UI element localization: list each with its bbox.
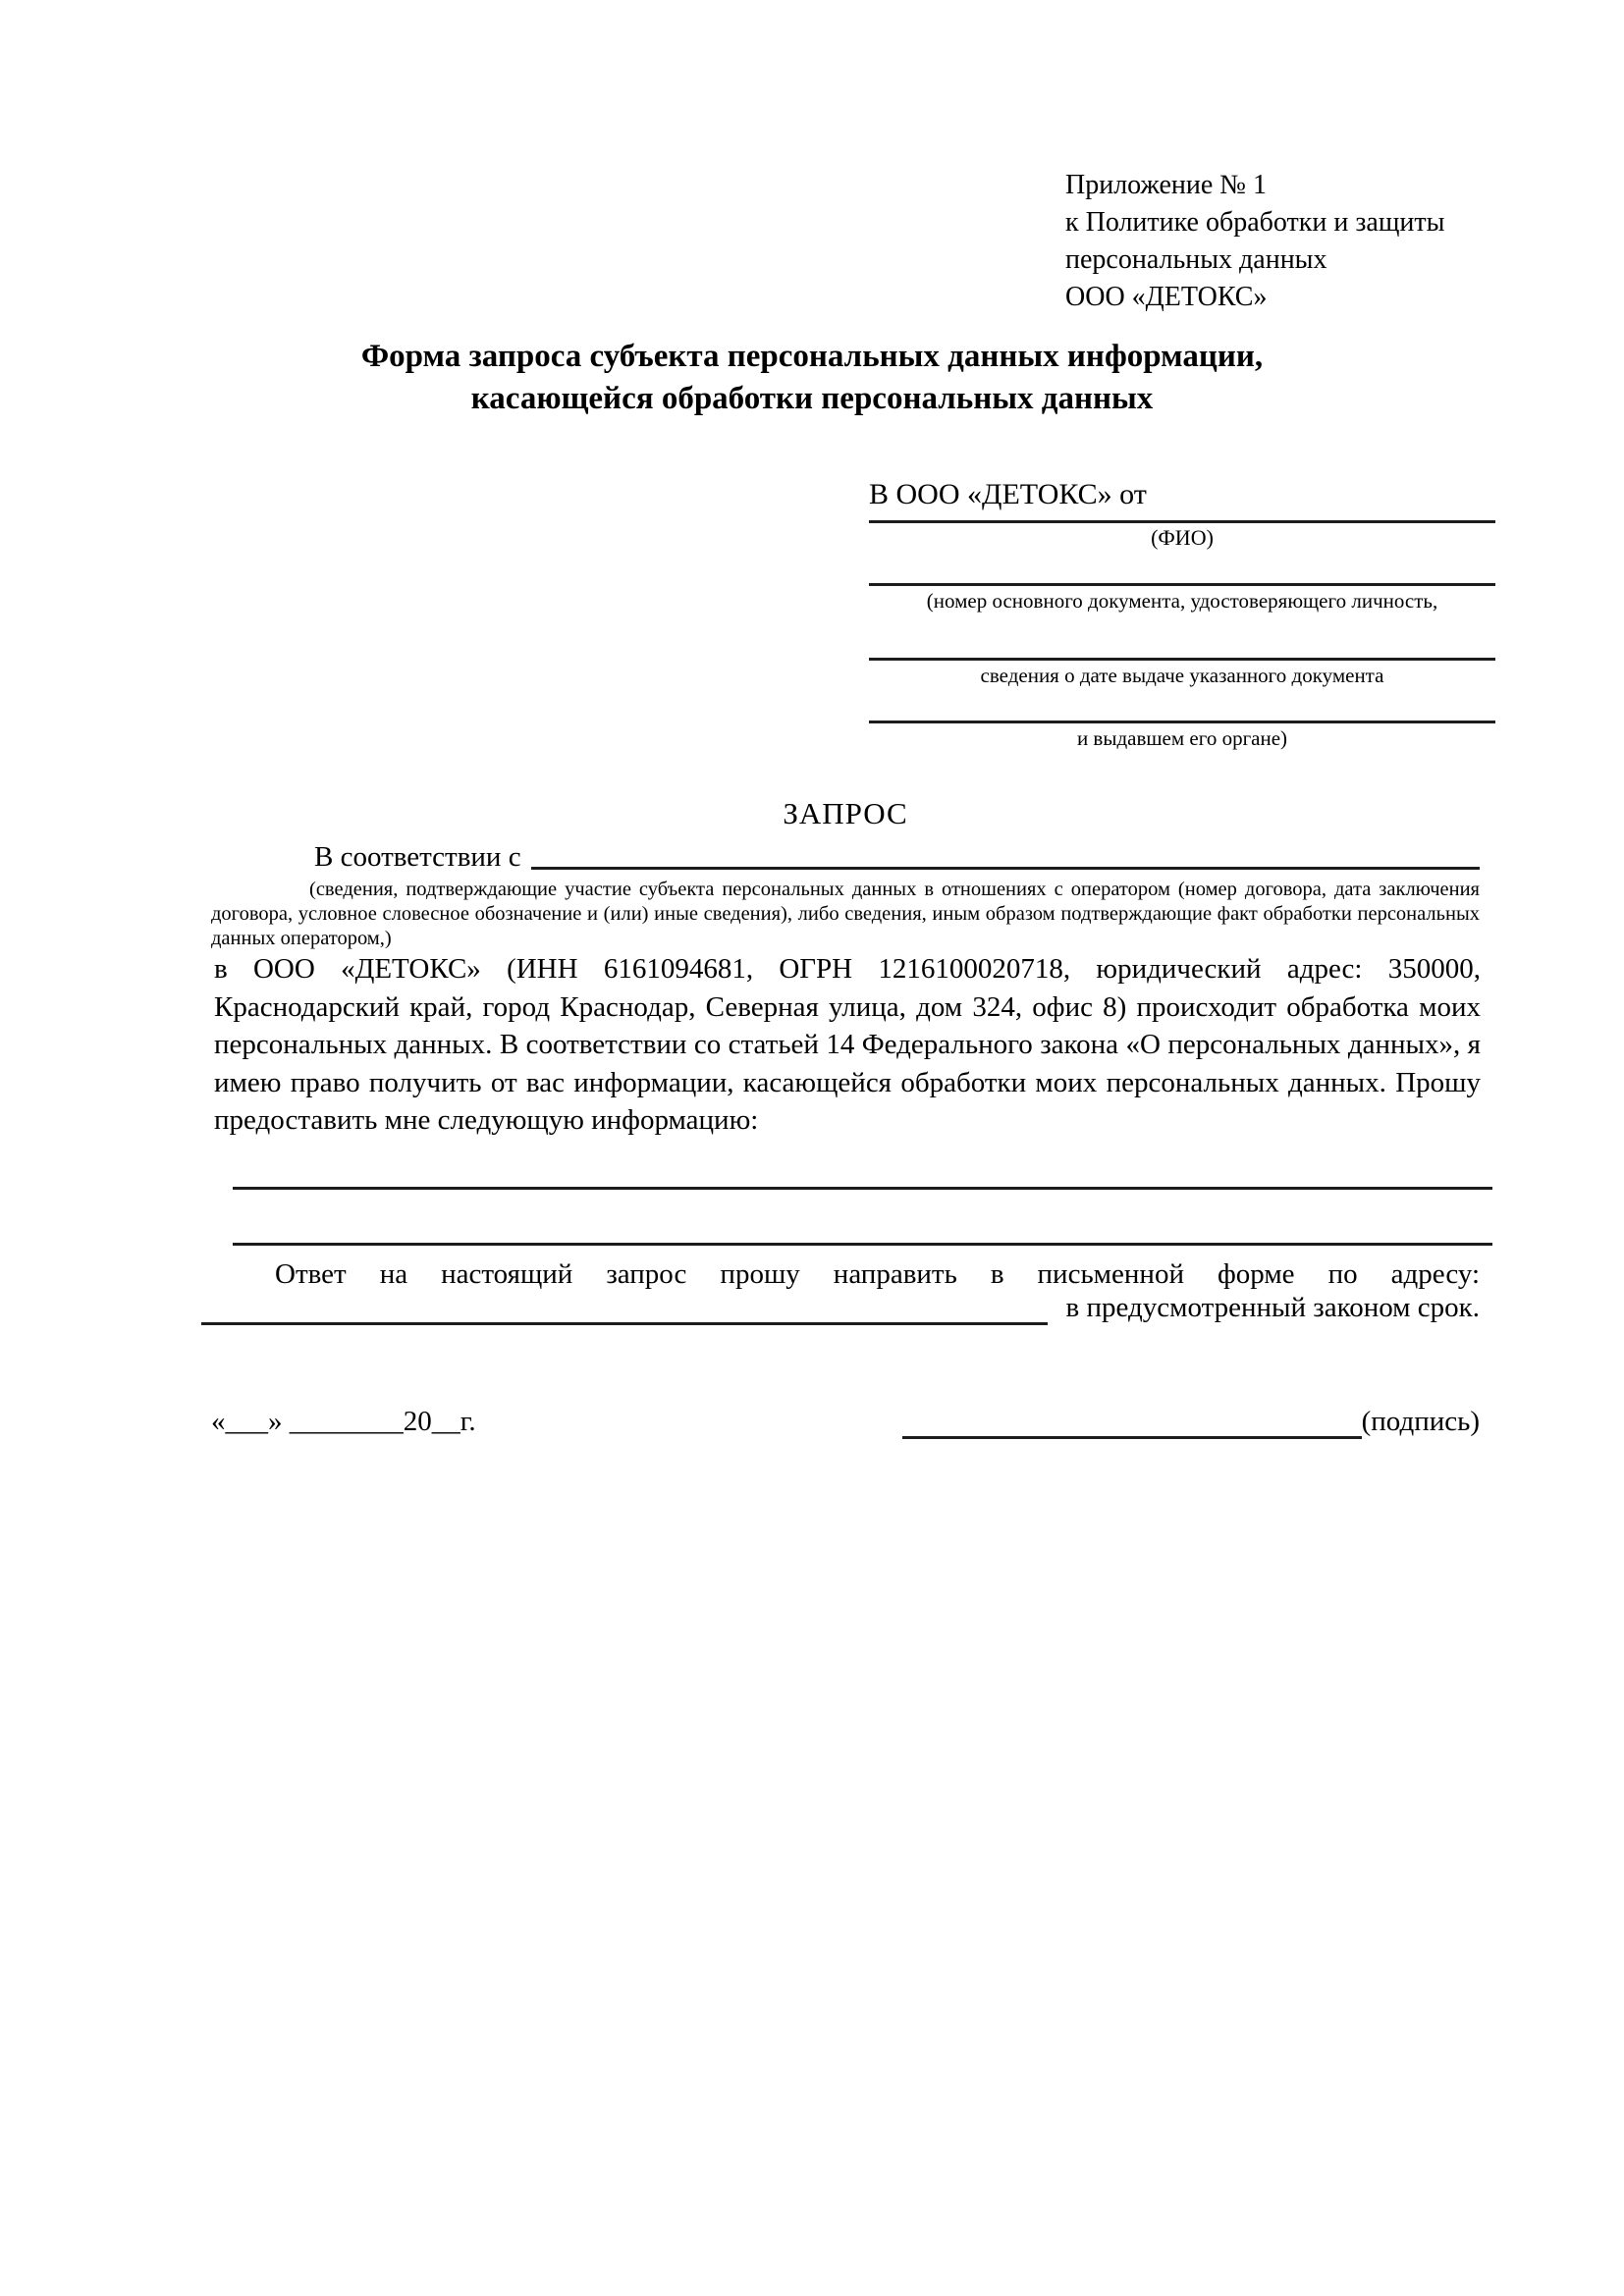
answer-suffix: в предусмотренный законом срок.	[1065, 1292, 1480, 1323]
requested-info-field-line	[233, 1243, 1492, 1246]
request-heading: ЗАПРОС	[783, 796, 908, 830]
footer-row	[211, 1404, 1480, 1439]
accordance-note: (сведения, подтверждающие участие субъекта персональных данных в отношениях с оператором (номер договора, дата заключения договора, условное словесное обозначение и (или) иные сведения), либо сведения, иным образом подтверждающие факт обработки персональных данных оператором,)	[211, 879, 1480, 949]
issuing-authority-field-caption: и выдавшем его органе)	[1076, 726, 1288, 750]
signature-field-line	[902, 1407, 1362, 1439]
appendix-line: к Политике обработки и защиты	[1065, 207, 1445, 238]
document-number-field-caption: (номер основного документа, удостоверяющего личность,	[926, 589, 1438, 613]
accordance-prefix: В соответствии с	[314, 841, 521, 873]
appendix-line: персональных данных	[1065, 244, 1327, 275]
signature-caption: (подпись)	[1361, 1406, 1480, 1437]
issue-date-field	[869, 658, 1495, 690]
issue-date-field-caption: сведения о дате выдаче указанного документа	[980, 664, 1384, 687]
issuing-authority-field	[869, 721, 1495, 753]
fio-field	[869, 520, 1495, 553]
signature-group	[902, 1404, 1480, 1439]
appendix-line: Приложение № 1	[1065, 170, 1267, 200]
addressee-block	[869, 478, 1495, 753]
date-blank: «___» ________20__г.	[211, 1406, 476, 1437]
page-title-line: касающейся обработки персональных данных	[470, 381, 1154, 416]
document-number-field	[869, 583, 1495, 615]
page-title-line: Форма запроса субъекта персональных данных информации,	[360, 339, 1264, 374]
answer-sentence: Ответ на настоящий запрос прошу направить в письменной форме по адресу:	[275, 1258, 1480, 1290]
answer-address-row	[201, 1290, 1480, 1325]
body-paragraph: в ООО «ДЕТОКС» (ИНН 6161094681, ОГРН 1216100020718, юридический адрес: 350000, Краснодарский край, город Краснодар, Северная улица, дом 324, офис 8) происходит обработка моих персональных данных. В соответствии со статьей 14 Федерального закона «О персональных данных», я имею право получить от вас информации, касающейся обработки моих персональных данных. Прошу предоставить мне следующую информацию:	[214, 953, 1481, 1136]
fio-field-caption: (ФИО)	[1151, 525, 1214, 550]
appendix-line: ООО «ДЕТОКС»	[1065, 282, 1268, 312]
accordance-row	[211, 840, 1480, 874]
address-field-line	[201, 1290, 1048, 1325]
requested-info-field-line	[233, 1187, 1492, 1190]
accordance-field-line	[531, 867, 1480, 870]
appendix-block	[1065, 167, 1444, 316]
addressee-heading: В ООО «ДЕТОКС» от	[869, 478, 1147, 510]
page-title	[179, 336, 1445, 420]
